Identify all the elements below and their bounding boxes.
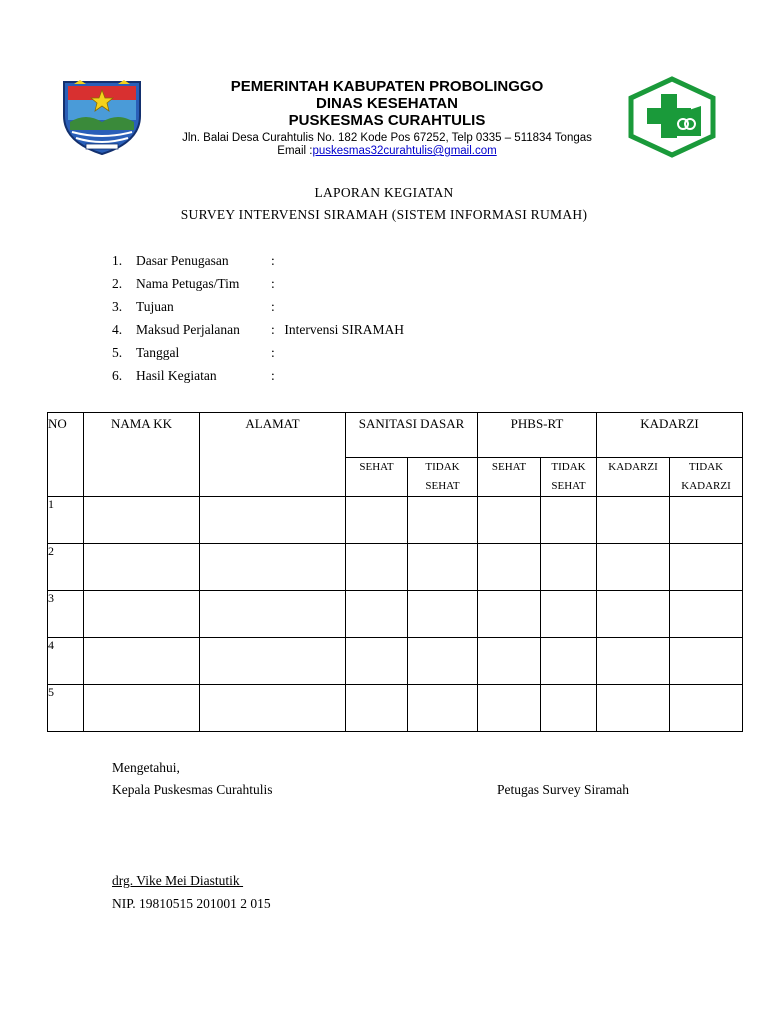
- cell: [346, 591, 408, 638]
- cell: [670, 591, 743, 638]
- cell: [597, 544, 670, 591]
- cell: [541, 638, 597, 685]
- field-label: Dasar Penugasan: [136, 253, 229, 268]
- cell: [200, 544, 346, 591]
- subheader-tidak-sehat: TIDAK SEHAT: [541, 458, 597, 497]
- letterhead-text: [150, 78, 624, 158]
- subheader-sehat: SEHAT: [478, 458, 541, 497]
- cell: [84, 544, 200, 591]
- cell: [84, 497, 200, 544]
- puskesmas-name: PUSKESMAS CURAHTULIS: [288, 112, 486, 129]
- field-label: Tanggal: [136, 345, 180, 360]
- cell: [84, 685, 200, 732]
- row-number: 5: [48, 685, 84, 732]
- cell: [478, 591, 541, 638]
- field-colon: :: [271, 322, 275, 337]
- report-title: LAPORAN KEGIATAN: [314, 185, 454, 200]
- subheader-sehat: SEHAT: [346, 458, 408, 497]
- field-colon: :: [271, 368, 275, 383]
- cell: [478, 497, 541, 544]
- table-row: [48, 638, 743, 685]
- cell: [597, 591, 670, 638]
- row-number: 2: [48, 544, 84, 591]
- subheader-kadarzi: KADARZI: [597, 458, 670, 497]
- field-label: Maksud Perjalanan: [136, 322, 240, 337]
- report-subtitle: SURVEY INTERVENSI SIRAMAH (SISTEM INFORMASI RUMAH): [180, 207, 588, 222]
- table-row: [48, 497, 743, 544]
- header-no: NO: [48, 413, 84, 497]
- header-phbs-rt: PHBS-RT: [478, 413, 597, 458]
- row-number: 1: [48, 497, 84, 544]
- cell: [541, 544, 597, 591]
- field-tujuan: [112, 299, 404, 322]
- cell: [408, 685, 478, 732]
- report-fields: [112, 253, 404, 391]
- field-number: 2.: [112, 276, 123, 291]
- cell: [346, 497, 408, 544]
- field-colon: :: [271, 345, 275, 360]
- cell: [346, 685, 408, 732]
- cell: [200, 497, 346, 544]
- department-name: DINAS KESEHATAN: [316, 95, 458, 112]
- subheader-tidak-kadarzi: TIDAK KADARZI: [670, 458, 743, 497]
- cell: [200, 591, 346, 638]
- cell: [670, 544, 743, 591]
- cell: [346, 638, 408, 685]
- field-colon: :: [271, 299, 275, 314]
- cell: [84, 591, 200, 638]
- email-line: [150, 145, 624, 158]
- cell: [478, 544, 541, 591]
- cell: [541, 685, 597, 732]
- cell: [200, 638, 346, 685]
- subheader-tidak-sehat: TIDAK SEHAT: [408, 458, 478, 497]
- row-number: 3: [48, 591, 84, 638]
- table-row: [48, 685, 743, 732]
- field-hasil-kegiatan: [112, 368, 404, 391]
- cell: [408, 638, 478, 685]
- cell: [597, 638, 670, 685]
- header-alamat: ALAMAT: [200, 413, 346, 497]
- field-nama-petugas: [112, 276, 404, 299]
- field-colon: :: [271, 276, 275, 291]
- address: Jln. Balai Desa Curahtulis No. 182 Kode Pos 67252, Telp 0335 – 511834 Tongas: [182, 132, 592, 144]
- survey-table: [47, 412, 743, 732]
- petugas-survey-label: Petugas Survey Siramah: [497, 782, 629, 797]
- cell: [670, 685, 743, 732]
- field-number: 1.: [112, 253, 123, 268]
- field-colon: :: [271, 253, 275, 268]
- cell: [408, 591, 478, 638]
- field-number: 3.: [112, 299, 123, 314]
- field-label: Tujuan: [136, 299, 174, 314]
- field-maksud-perjalanan: [112, 322, 404, 345]
- table-row: [48, 544, 743, 591]
- letterhead: [0, 0, 768, 170]
- field-number: 4.: [112, 322, 123, 337]
- header-nama-kk: NAMA KK: [84, 413, 200, 497]
- regency-coat-of-arms-icon: [60, 76, 144, 156]
- email-label: Email :: [277, 145, 313, 157]
- cell: [597, 685, 670, 732]
- cell: [478, 685, 541, 732]
- mengetahui-label: Mengetahui,: [112, 760, 180, 775]
- row-number: 4: [48, 638, 84, 685]
- kepala-puskesmas-label: Kepala Puskesmas Curahtulis: [112, 782, 273, 797]
- cell: [541, 591, 597, 638]
- puskesmas-logo-icon: [627, 76, 717, 158]
- signatory-nip: NIP. 19810515 201001 2 015: [112, 896, 271, 911]
- field-number: 5.: [112, 345, 123, 360]
- table-row: [48, 591, 743, 638]
- cell: [346, 544, 408, 591]
- field-label: Hasil Kegiatan: [136, 368, 217, 383]
- cell: [200, 685, 346, 732]
- header-kadarzi: KADARZI: [597, 413, 743, 458]
- email-link[interactable]: puskesmas32curahtulis@gmail.com: [312, 145, 497, 157]
- cell: [84, 638, 200, 685]
- cell: [670, 497, 743, 544]
- cell: [541, 497, 597, 544]
- header-sanitasi-dasar: SANITASI DASAR: [346, 413, 478, 458]
- cell: [670, 638, 743, 685]
- field-label: Nama Petugas/Tim: [136, 276, 240, 291]
- field-dasar-penugasan: [112, 253, 404, 276]
- field-value: Intervensi SIRAMAH: [281, 322, 404, 337]
- cell: [408, 544, 478, 591]
- field-tanggal: [112, 345, 404, 368]
- government-name: PEMERINTAH KABUPATEN PROBOLINGGO: [230, 78, 544, 95]
- cell: [478, 638, 541, 685]
- cell: [408, 497, 478, 544]
- field-number: 6.: [112, 368, 123, 383]
- signatory-name: drg. Vike Mei Diastutik: [112, 873, 244, 888]
- cell: [597, 497, 670, 544]
- table-header-row: [48, 413, 743, 458]
